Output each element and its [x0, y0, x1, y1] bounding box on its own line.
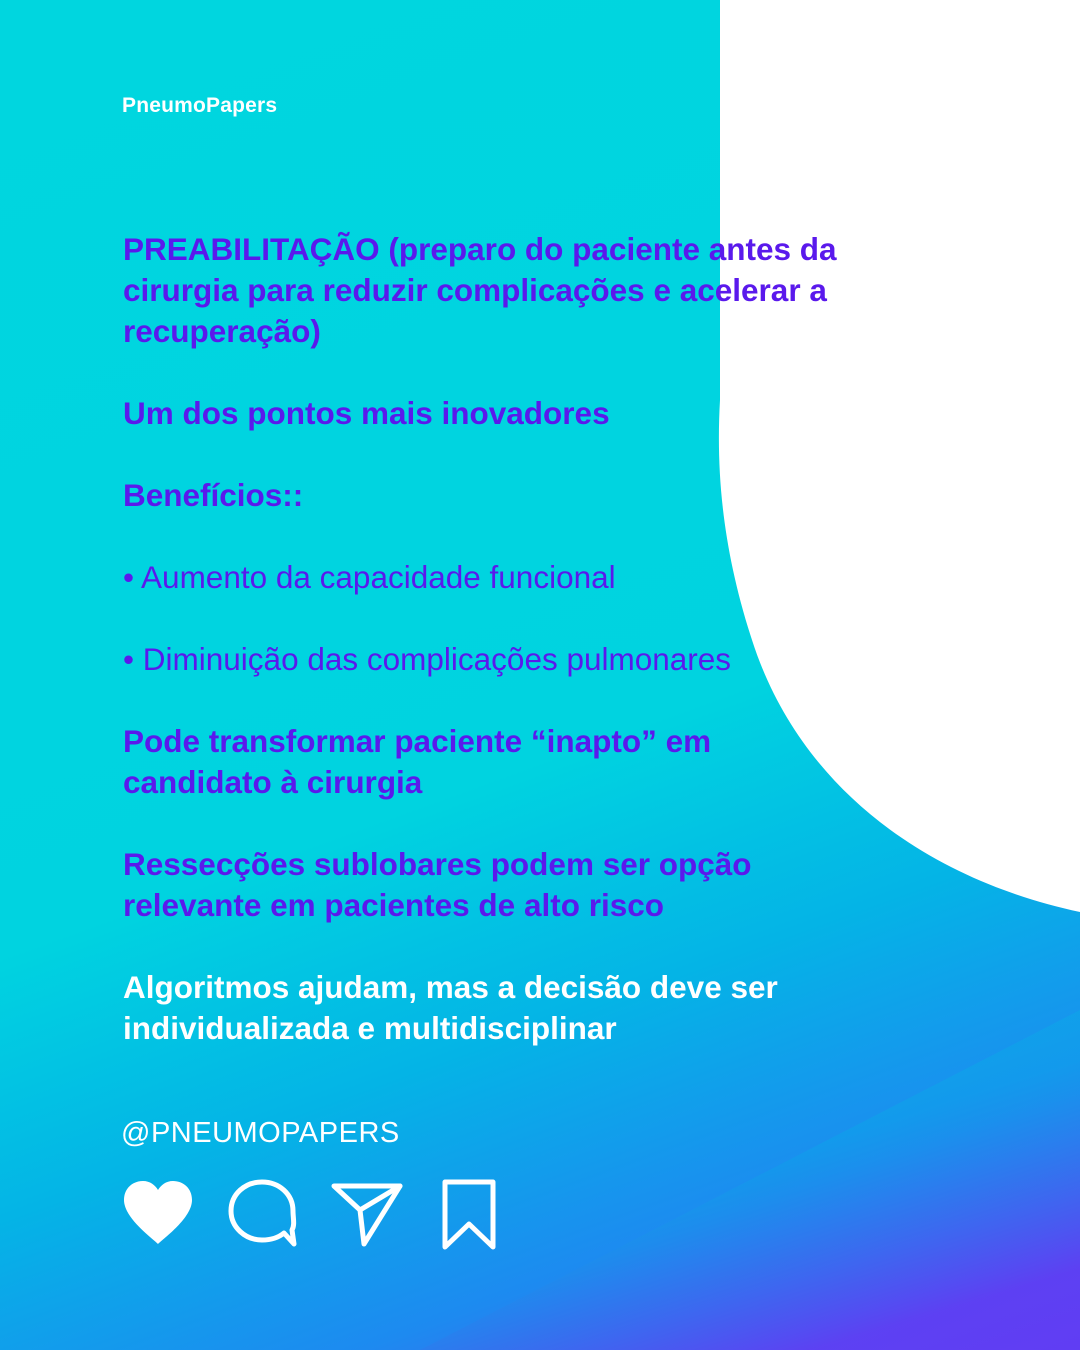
- transform-text: Pode transformar paciente “inapto” em candidato à cirurgia: [123, 723, 712, 800]
- benefits-title: Benefícios::: [123, 477, 304, 513]
- resections-text: Ressecções sublobares podem ser opção relevante em pacientes de alto risco: [123, 846, 752, 923]
- benefit-item: • Diminuição das complicações pulmonares: [123, 641, 732, 677]
- innovation-text: Um dos pontos mais inovadores: [123, 395, 610, 431]
- bookmark-icon[interactable]: [440, 1178, 498, 1252]
- post-content: [123, 229, 923, 1049]
- heart-icon[interactable]: [122, 1178, 194, 1248]
- algorithms-text: Algoritmos ajudam, mas a decisão deve ser individualizada e multidisciplinar: [123, 969, 778, 1046]
- benefit-item: • Aumento da capacidade funcional: [123, 559, 616, 595]
- account-handle: @PNEUMOPAPERS: [121, 1117, 400, 1149]
- share-icon[interactable]: [330, 1178, 404, 1250]
- brand-logo: PneumoPapers: [122, 94, 278, 117]
- heading-text: PREABILITAÇÃO (preparo do paciente antes da cirurgia para reduzir complicações e acelerar a recuperação): [123, 231, 837, 349]
- comment-icon[interactable]: [226, 1178, 298, 1250]
